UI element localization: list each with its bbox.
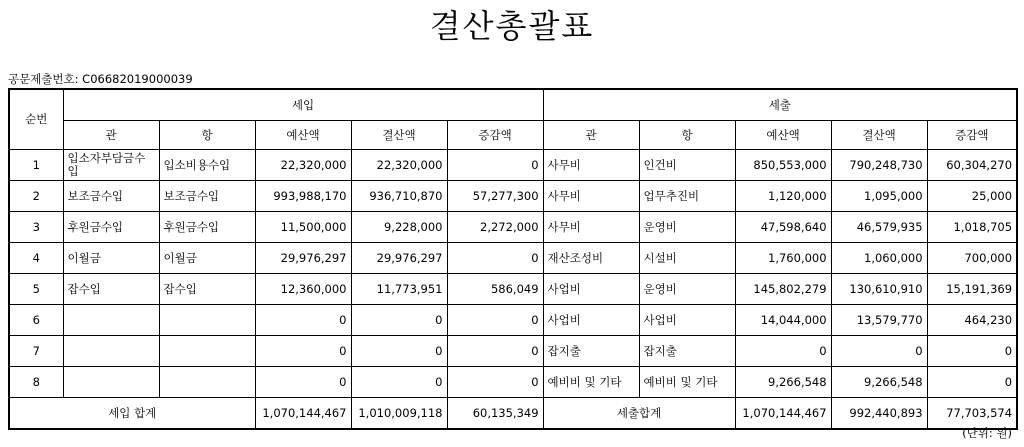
cell-exp-hang: 운영비 bbox=[639, 212, 735, 243]
header-exp-diff: 증감액 bbox=[927, 121, 1017, 150]
cell-rev-hang bbox=[159, 336, 255, 367]
cell-exp-gwan: 재산조성비 bbox=[543, 243, 639, 274]
cell-exp-gwan: 잡지출 bbox=[543, 336, 639, 367]
table-row bbox=[9, 274, 1017, 305]
cell-exp-gwan: 사무비 bbox=[543, 181, 639, 212]
cell-rev-hang: 잡수입 bbox=[159, 274, 255, 305]
cell-exp-settled: 0 bbox=[831, 336, 927, 367]
cell-exp-gwan: 사무비 bbox=[543, 150, 639, 181]
table-row bbox=[9, 243, 1017, 274]
table-row bbox=[9, 212, 1017, 243]
cell-rev-settled: 0 bbox=[351, 336, 447, 367]
cell-rev-diff: 586,049 bbox=[447, 274, 543, 305]
cell-rev-gwan: 이월금 bbox=[63, 243, 159, 274]
cell-rev-hang: 입소비용수입 bbox=[159, 150, 255, 181]
total-exp-budget: 1,070,144,467 bbox=[735, 398, 831, 430]
cell-exp-gwan: 사업비 bbox=[543, 274, 639, 305]
cell-exp-settled: 790,248,730 bbox=[831, 150, 927, 181]
total-exp-settled: 992,440,893 bbox=[831, 398, 927, 430]
cell-rev-hang bbox=[159, 305, 255, 336]
cell-exp-diff: 0 bbox=[927, 336, 1017, 367]
cell-rev-diff: 0 bbox=[447, 336, 543, 367]
cell-rev-budget: 22,320,000 bbox=[255, 150, 351, 181]
cell-rev-gwan: 잡수입 bbox=[63, 274, 159, 305]
cell-rev-hang: 후원금수입 bbox=[159, 212, 255, 243]
cell-rev-settled: 936,710,870 bbox=[351, 181, 447, 212]
table-row bbox=[9, 150, 1017, 181]
cell-exp-settled: 130,610,910 bbox=[831, 274, 927, 305]
cell-exp-budget: 145,802,279 bbox=[735, 274, 831, 305]
cell-exp-budget: 1,760,000 bbox=[735, 243, 831, 274]
cell-exp-diff: 1,018,705 bbox=[927, 212, 1017, 243]
cell-rev-diff: 57,277,300 bbox=[447, 181, 543, 212]
cell-rev-diff: 0 bbox=[447, 150, 543, 181]
cell-seq: 7 bbox=[9, 336, 63, 367]
table-row bbox=[9, 181, 1017, 212]
cell-exp-gwan: 예비비 및 기타 bbox=[543, 367, 639, 398]
cell-exp-settled: 1,060,000 bbox=[831, 243, 927, 274]
cell-rev-budget: 0 bbox=[255, 305, 351, 336]
cell-exp-hang: 사업비 bbox=[639, 305, 735, 336]
table-row bbox=[9, 367, 1017, 398]
cell-seq: 4 bbox=[9, 243, 63, 274]
cell-exp-budget: 47,598,640 bbox=[735, 212, 831, 243]
table-row bbox=[9, 336, 1017, 367]
cell-rev-gwan bbox=[63, 305, 159, 336]
cell-exp-budget: 850,553,000 bbox=[735, 150, 831, 181]
settlement-summary-table bbox=[8, 88, 1018, 430]
cell-exp-diff: 25,000 bbox=[927, 181, 1017, 212]
header-seq: 순번 bbox=[9, 89, 63, 150]
cell-exp-budget: 9,266,548 bbox=[735, 367, 831, 398]
header-exp-hang: 항 bbox=[639, 121, 735, 150]
totals-row bbox=[9, 398, 1017, 430]
total-rev-label: 세입 합계 bbox=[9, 398, 255, 430]
total-exp-diff: 77,703,574 bbox=[927, 398, 1017, 430]
cell-rev-gwan bbox=[63, 336, 159, 367]
total-rev-settled: 1,010,009,118 bbox=[351, 398, 447, 430]
cell-exp-diff: 0 bbox=[927, 367, 1017, 398]
cell-seq: 2 bbox=[9, 181, 63, 212]
cell-rev-gwan: 입소자부담금수입 bbox=[63, 150, 159, 181]
cell-rev-diff: 0 bbox=[447, 305, 543, 336]
header-expense: 세출 bbox=[543, 89, 1017, 121]
header-rev-diff: 증감액 bbox=[447, 121, 543, 150]
cell-rev-settled: 0 bbox=[351, 305, 447, 336]
cell-exp-diff: 464,230 bbox=[927, 305, 1017, 336]
cell-exp-settled: 1,095,000 bbox=[831, 181, 927, 212]
cell-rev-gwan: 보조금수입 bbox=[63, 181, 159, 212]
header-rev-settled: 결산액 bbox=[351, 121, 447, 150]
header-exp-budget: 예산액 bbox=[735, 121, 831, 150]
total-exp-label: 세출합계 bbox=[543, 398, 735, 430]
cell-exp-diff: 60,304,270 bbox=[927, 150, 1017, 181]
cell-rev-budget: 12,360,000 bbox=[255, 274, 351, 305]
cell-exp-hang: 시설비 bbox=[639, 243, 735, 274]
header-rev-hang: 항 bbox=[159, 121, 255, 150]
cell-seq: 1 bbox=[9, 150, 63, 181]
header-rev-gwan: 관 bbox=[63, 121, 159, 150]
cell-rev-hang bbox=[159, 367, 255, 398]
cell-exp-diff: 15,191,369 bbox=[927, 274, 1017, 305]
cell-seq: 5 bbox=[9, 274, 63, 305]
cell-rev-settled: 11,773,951 bbox=[351, 274, 447, 305]
header-exp-gwan: 관 bbox=[543, 121, 639, 150]
cell-rev-diff: 0 bbox=[447, 243, 543, 274]
cell-exp-gwan: 사업비 bbox=[543, 305, 639, 336]
cell-rev-hang: 보조금수입 bbox=[159, 181, 255, 212]
cell-exp-settled: 46,579,935 bbox=[831, 212, 927, 243]
cell-exp-hang: 운영비 bbox=[639, 274, 735, 305]
cell-rev-gwan bbox=[63, 367, 159, 398]
table-row bbox=[9, 305, 1017, 336]
cell-rev-settled: 0 bbox=[351, 367, 447, 398]
header-revenue: 세입 bbox=[63, 89, 543, 121]
header-row-group bbox=[9, 89, 1017, 121]
cell-exp-diff: 700,000 bbox=[927, 243, 1017, 274]
cell-exp-settled: 13,579,770 bbox=[831, 305, 927, 336]
document-number: 공문제출번호: C06682019000039 bbox=[8, 72, 193, 86]
cell-rev-budget: 993,988,170 bbox=[255, 181, 351, 212]
cell-exp-hang: 업무추진비 bbox=[639, 181, 735, 212]
cell-seq: 3 bbox=[9, 212, 63, 243]
cell-rev-settled: 9,228,000 bbox=[351, 212, 447, 243]
table-body bbox=[9, 150, 1017, 398]
cell-rev-settled: 22,320,000 bbox=[351, 150, 447, 181]
cell-exp-hang: 예비비 및 기타 bbox=[639, 367, 735, 398]
cell-exp-hang: 인건비 bbox=[639, 150, 735, 181]
cell-rev-settled: 29,976,297 bbox=[351, 243, 447, 274]
cell-rev-budget: 0 bbox=[255, 367, 351, 398]
cell-exp-budget: 14,044,000 bbox=[735, 305, 831, 336]
cell-rev-gwan: 후원금수입 bbox=[63, 212, 159, 243]
cell-rev-hang: 이월금 bbox=[159, 243, 255, 274]
cell-rev-budget: 0 bbox=[255, 336, 351, 367]
cell-rev-diff: 2,272,000 bbox=[447, 212, 543, 243]
cell-exp-budget: 0 bbox=[735, 336, 831, 367]
cell-rev-budget: 11,500,000 bbox=[255, 212, 351, 243]
page-title: 결산총괄표 bbox=[429, 7, 595, 45]
header-row-columns bbox=[9, 121, 1017, 150]
header-rev-budget: 예산액 bbox=[255, 121, 351, 150]
cell-seq: 6 bbox=[9, 305, 63, 336]
cell-exp-budget: 1,120,000 bbox=[735, 181, 831, 212]
cell-exp-settled: 9,266,548 bbox=[831, 367, 927, 398]
total-rev-diff: 60,135,349 bbox=[447, 398, 543, 430]
unit-label: (단위: 원) bbox=[962, 426, 1012, 440]
cell-seq: 8 bbox=[9, 367, 63, 398]
header-exp-settled: 결산액 bbox=[831, 121, 927, 150]
cell-rev-budget: 29,976,297 bbox=[255, 243, 351, 274]
cell-exp-hang: 잡지출 bbox=[639, 336, 735, 367]
cell-exp-gwan: 사무비 bbox=[543, 212, 639, 243]
total-rev-budget: 1,070,144,467 bbox=[255, 398, 351, 430]
cell-rev-diff: 0 bbox=[447, 367, 543, 398]
